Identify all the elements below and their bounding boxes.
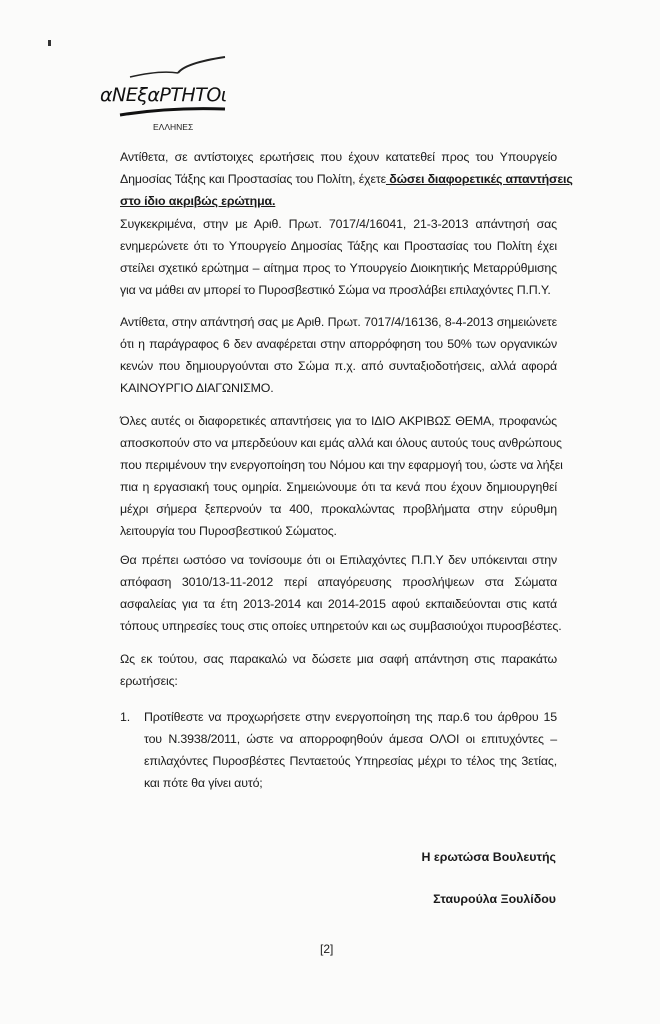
text-line: Δημοσίας Τάξης και Προστασίας του Πολίτη, έχετε <box>120 172 386 186</box>
text-line: ερωτήσεις: <box>120 674 178 688</box>
text-line: Ως εκ τούτου, σας παρακαλώ να δώσετε μια σαφή απάντηση στις παρακάτω <box>120 652 557 666</box>
signature-role: Η ερωτώσα Βουλευτής <box>421 850 556 864</box>
emphasis-text: δώσει διαφορετικές απαντήσεις <box>385 172 573 186</box>
text-line: Αντίθετα, στην απάντησή σας με Αριθ. Πρωτ. 7017/4/16136, 8-4-2013 σημειώνετε <box>120 315 557 329</box>
paragraph-2 <box>120 213 557 301</box>
page-number: [2] <box>320 942 334 956</box>
text-line: απόφαση 3010/13-11-2012 περί απαγόρευσης προσλήψεων στα Σώματα <box>120 575 557 589</box>
text-line: ΚΑΙΝΟΥΡΓΙΟ ΔΙΑΓΩΝΙΣΜΟ. <box>120 381 274 395</box>
text-line: ασφαλείας για τα έτη 2013-2014 και 2014-2015 αφού εκπαιδεύονται στις κατά <box>120 597 557 611</box>
text-line: αποσκοπούν στο να μπερδεύουν και εμάς αλλά και όλους αυτούς τους ανθρώπους <box>120 436 562 450</box>
text-line: λειτουργία του Πυροσβεστικού Σώματος. <box>120 524 337 538</box>
text-line: Θα πρέπει ωστόσο να τονίσουμε ότι οι Επιλαχόντες Π.Π.Υ δεν υπόκεινται στην <box>120 553 557 567</box>
paragraph-3 <box>120 311 557 399</box>
text-line: Συγκεκριμένα, στην με Αριθ. Πρωτ. 7017/4/16041, 21-3-2013 απάντησή σας <box>120 217 557 231</box>
text-line: και πότε θα γίνει αυτό; <box>144 776 263 790</box>
text-line: που περιμένουν την ενεργοποίηση του Νόμου και την εφαρμογή του, ώστε να λήξει <box>120 458 563 472</box>
list-item <box>144 706 557 794</box>
text-line: μέχρι σήμερα ξεπερνούν τα 400, προκαλώντας προβλήματα στην εύρυθμη <box>120 502 557 516</box>
text-line: ότι η παράγραφος 6 δεν αναφέρεται στην απορρόφηση του 50% των οργανικών <box>120 337 557 351</box>
emphasis-text: στο ίδιο ακριβώς ερώτημα. <box>120 194 276 208</box>
text-line: του Ν.3938/2011, ώστε να απορροφηθούν άμεσα ΟΛΟΙ οι επιτυχόντες – <box>144 732 557 746</box>
paragraph-6 <box>120 648 557 692</box>
paragraph-1 <box>120 146 573 212</box>
text-line: Αντίθετα, σε αντίστοιχες ερωτήσεις που έχουν κατατεθεί προς του Υπουργείο <box>120 150 557 164</box>
list-number: 1. <box>120 710 131 724</box>
question-list <box>120 706 557 794</box>
text-line: πια η εργασιακή τους ομηρία. Σημειώνουμε ότι τα κενά που έχουν δημιουργηθεί <box>120 480 557 494</box>
svg-text:ΕΛΛΗΝΕΣ: ΕΛΛΗΝΕΣ <box>153 122 194 132</box>
svg-text:αΝΕξαΡΤΗΤΟι: αΝΕξαΡΤΗΤΟι <box>100 84 227 106</box>
text-line: επιλαχόντες Πυροσβέστες Πενταετούς Υπηρεσίας μέχρι το τέλος της 3ετίας, <box>144 754 557 768</box>
text-line: ενημερώνετε ότι το Υπουργείο Δημοσίας Τάξης και Προστασίας του Πολίτη έχει <box>120 239 557 253</box>
scan-mark <box>48 40 51 46</box>
signature-name: Σταυρούλα Ξουλίδου <box>433 892 556 906</box>
text-line: τόπους υπηρεσίες τους στις οποίες υπηρετούν και ως συμβασιούχοι πυροσβέστες. <box>120 619 562 633</box>
text-line: κενών που δημιουργούνται στο Σώμα π.χ. από συνταξιοδοτήσεις, αλλά αφορά <box>120 359 557 373</box>
party-logo <box>100 55 250 135</box>
text-line: Όλες αυτές οι διαφορετικές απαντήσεις για το ΙΔΙΟ ΑΚΡΙΒΩΣ ΘΕΜΑ, προφανώς <box>120 414 557 428</box>
text-line: στείλει σχετικό ερώτημα – αίτημα προς το Υπουργείο Διοικητικής Μεταρρύθμισης <box>120 261 557 275</box>
text-line: για να μάθει αν μπορεί το Πυροσβεστικό Σώμα να προσλάβει επιλαχόντες Π.Π.Υ. <box>120 283 551 297</box>
paragraph-5 <box>120 549 562 637</box>
paragraph-4 <box>120 410 563 542</box>
text-line: Προτίθεστε να προχωρήσετε στην ενεργοποίηση της παρ.6 του άρθρου 15 <box>144 710 557 724</box>
